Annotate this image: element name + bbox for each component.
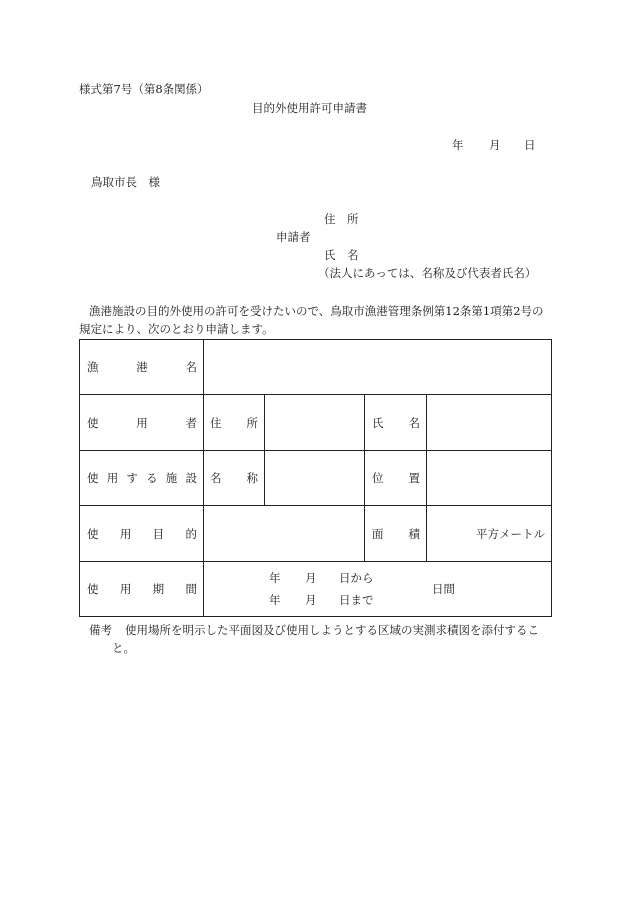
applicant-label: 申請者 bbox=[276, 230, 311, 244]
note-text-line2: と。 bbox=[112, 641, 135, 655]
period-end-day: 日まで bbox=[339, 593, 374, 607]
row-label-facility: 使 用 す る 施 設 bbox=[87, 471, 197, 485]
table-border-left bbox=[79, 339, 80, 617]
period-days-label: 日間 bbox=[432, 582, 455, 596]
date-year-label: 年 bbox=[452, 138, 464, 152]
applicant-name-label: 氏 名 bbox=[324, 248, 359, 262]
table-row-divider bbox=[79, 561, 551, 562]
row-label-user: 使 用 者 bbox=[87, 416, 197, 430]
table-row-divider bbox=[79, 505, 551, 506]
body-text-line1: 漁港施設の目的外使用の許可を受けたいので、鳥取市漁港管理条例第12条第1項第2号の bbox=[89, 304, 544, 318]
period-start-day: 日から bbox=[339, 571, 374, 585]
facility-name-label: 名 称 bbox=[210, 471, 258, 485]
addressee: 鳥取市長 様 bbox=[91, 175, 160, 189]
period-start-month: 月 bbox=[305, 571, 317, 585]
table-col-divider bbox=[426, 394, 427, 561]
corporate-note: （法人にあっては、名称及び代表者氏名） bbox=[318, 266, 537, 280]
page-title: 目的外使用許可申請書 bbox=[252, 101, 367, 115]
table-border-top bbox=[79, 339, 551, 340]
user-name-label: 氏 名 bbox=[372, 416, 420, 430]
note-text-line1: 使用場所を明示した平面図及び使用しようとする区域の実測求積図を添付するこ bbox=[125, 623, 539, 637]
body-text-line2: 規定により、次のとおり申請します。 bbox=[79, 322, 274, 336]
period-end-year: 年 bbox=[269, 593, 281, 607]
area-label: 面 積 bbox=[372, 527, 420, 541]
period-end-month: 月 bbox=[305, 593, 317, 607]
table-border-right bbox=[551, 339, 552, 617]
table-col-divider bbox=[364, 394, 365, 561]
row-label-fishing-port: 漁 港 名 bbox=[87, 360, 197, 374]
row-label-purpose: 使 用 目 的 bbox=[87, 527, 197, 541]
row-label-period: 使 用 期 間 bbox=[87, 582, 197, 596]
area-unit-label: 平方メートル bbox=[476, 527, 545, 541]
note-label: 備考 bbox=[89, 623, 112, 637]
facility-location-label: 位 置 bbox=[372, 471, 420, 485]
table-col-divider bbox=[264, 394, 265, 506]
applicant-address-label: 住 所 bbox=[324, 212, 359, 226]
table-border-bottom bbox=[79, 616, 551, 617]
table-label-divider bbox=[203, 339, 204, 617]
date-day-label: 日 bbox=[524, 138, 536, 152]
table-row-divider bbox=[79, 394, 551, 395]
form-number: 様式第7号（第8条関係） bbox=[79, 82, 209, 96]
table-row-divider bbox=[79, 450, 551, 451]
period-start-year: 年 bbox=[269, 571, 281, 585]
date-month-label: 月 bbox=[489, 138, 501, 152]
user-address-label: 住 所 bbox=[210, 416, 258, 430]
